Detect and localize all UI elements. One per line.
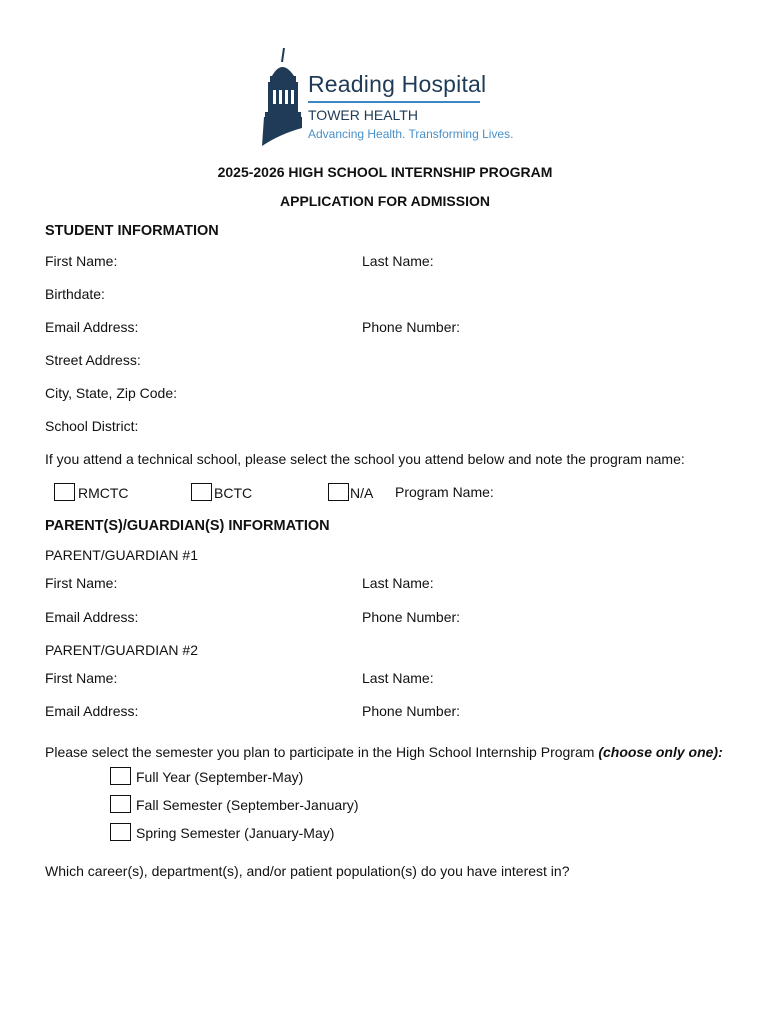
logo-divider xyxy=(308,101,480,103)
hospital-logo xyxy=(258,46,518,150)
spring-semester-label: Spring Semester (January-May) xyxy=(136,825,335,841)
guardian-1-phone-label: Phone Number: xyxy=(362,609,461,625)
fall-semester-checkbox[interactable] xyxy=(110,795,131,813)
school-district-label: School District: xyxy=(45,418,139,434)
semester-prompt-text: Please select the semester you plan to participate in the High School Internship Program xyxy=(45,744,599,760)
student-first-name-label: First Name: xyxy=(45,253,118,269)
logo-name: Reading Hospital xyxy=(308,71,487,97)
street-address-label: Street Address: xyxy=(45,352,141,368)
city-state-zip-label: City, State, Zip Code: xyxy=(45,385,178,401)
guardian-1-first-name-label: First Name: xyxy=(45,575,118,591)
spring-semester-checkbox[interactable] xyxy=(110,823,131,841)
guardian-1-label: PARENT/GUARDIAN #1 xyxy=(45,547,198,563)
full-year-label: Full Year (September-May) xyxy=(136,769,304,785)
guardian-2-label: PARENT/GUARDIAN #2 xyxy=(45,642,198,658)
logo-tagline: Advancing Health. Transforming Lives. xyxy=(308,127,514,141)
semester-prompt-emphasis: (choose only one): xyxy=(598,744,723,760)
interest-prompt: Which career(s), department(s), and/or patient population(s) do you have interest in? xyxy=(45,863,570,879)
guardian-2-email-label: Email Address: xyxy=(45,703,139,719)
full-year-checkbox[interactable] xyxy=(110,767,131,785)
guardian-1-last-name-label: Last Name: xyxy=(362,575,434,591)
student-email-label: Email Address: xyxy=(45,319,139,335)
logo-subtitle: TOWER HEALTH xyxy=(308,107,418,123)
student-phone-label: Phone Number: xyxy=(362,319,461,335)
birthdate-label: Birthdate: xyxy=(45,286,105,302)
bctc-label: BCTC xyxy=(214,485,253,501)
application-title: APPLICATION FOR ADMISSION xyxy=(280,193,490,209)
rmctc-checkbox[interactable] xyxy=(54,483,75,501)
student-info-heading: STUDENT INFORMATION xyxy=(45,223,219,239)
guardian-1-email-label: Email Address: xyxy=(45,609,139,625)
guardian-2-first-name-label: First Name: xyxy=(45,670,118,686)
na-checkbox[interactable] xyxy=(328,483,349,501)
program-title: 2025-2026 HIGH SCHOOL INTERNSHIP PROGRAM xyxy=(217,164,553,180)
technical-school-prompt: If you attend a technical school, please select the school you attend below and note the program name: xyxy=(45,451,685,467)
program-name-label: Program Name: xyxy=(395,484,494,500)
fall-semester-label: Fall Semester (September-January) xyxy=(136,797,359,813)
bctc-checkbox[interactable] xyxy=(191,483,212,501)
na-label: N/A xyxy=(350,485,374,501)
student-last-name-label: Last Name: xyxy=(362,253,434,269)
semester-prompt xyxy=(45,744,723,760)
guardian-2-last-name-label: Last Name: xyxy=(362,670,434,686)
guardian-info-heading: PARENT(S)/GUARDIAN(S) INFORMATION xyxy=(45,518,330,534)
guardian-2-phone-label: Phone Number: xyxy=(362,703,461,719)
rmctc-label: RMCTC xyxy=(78,485,129,501)
tower-logo-icon xyxy=(258,46,306,150)
